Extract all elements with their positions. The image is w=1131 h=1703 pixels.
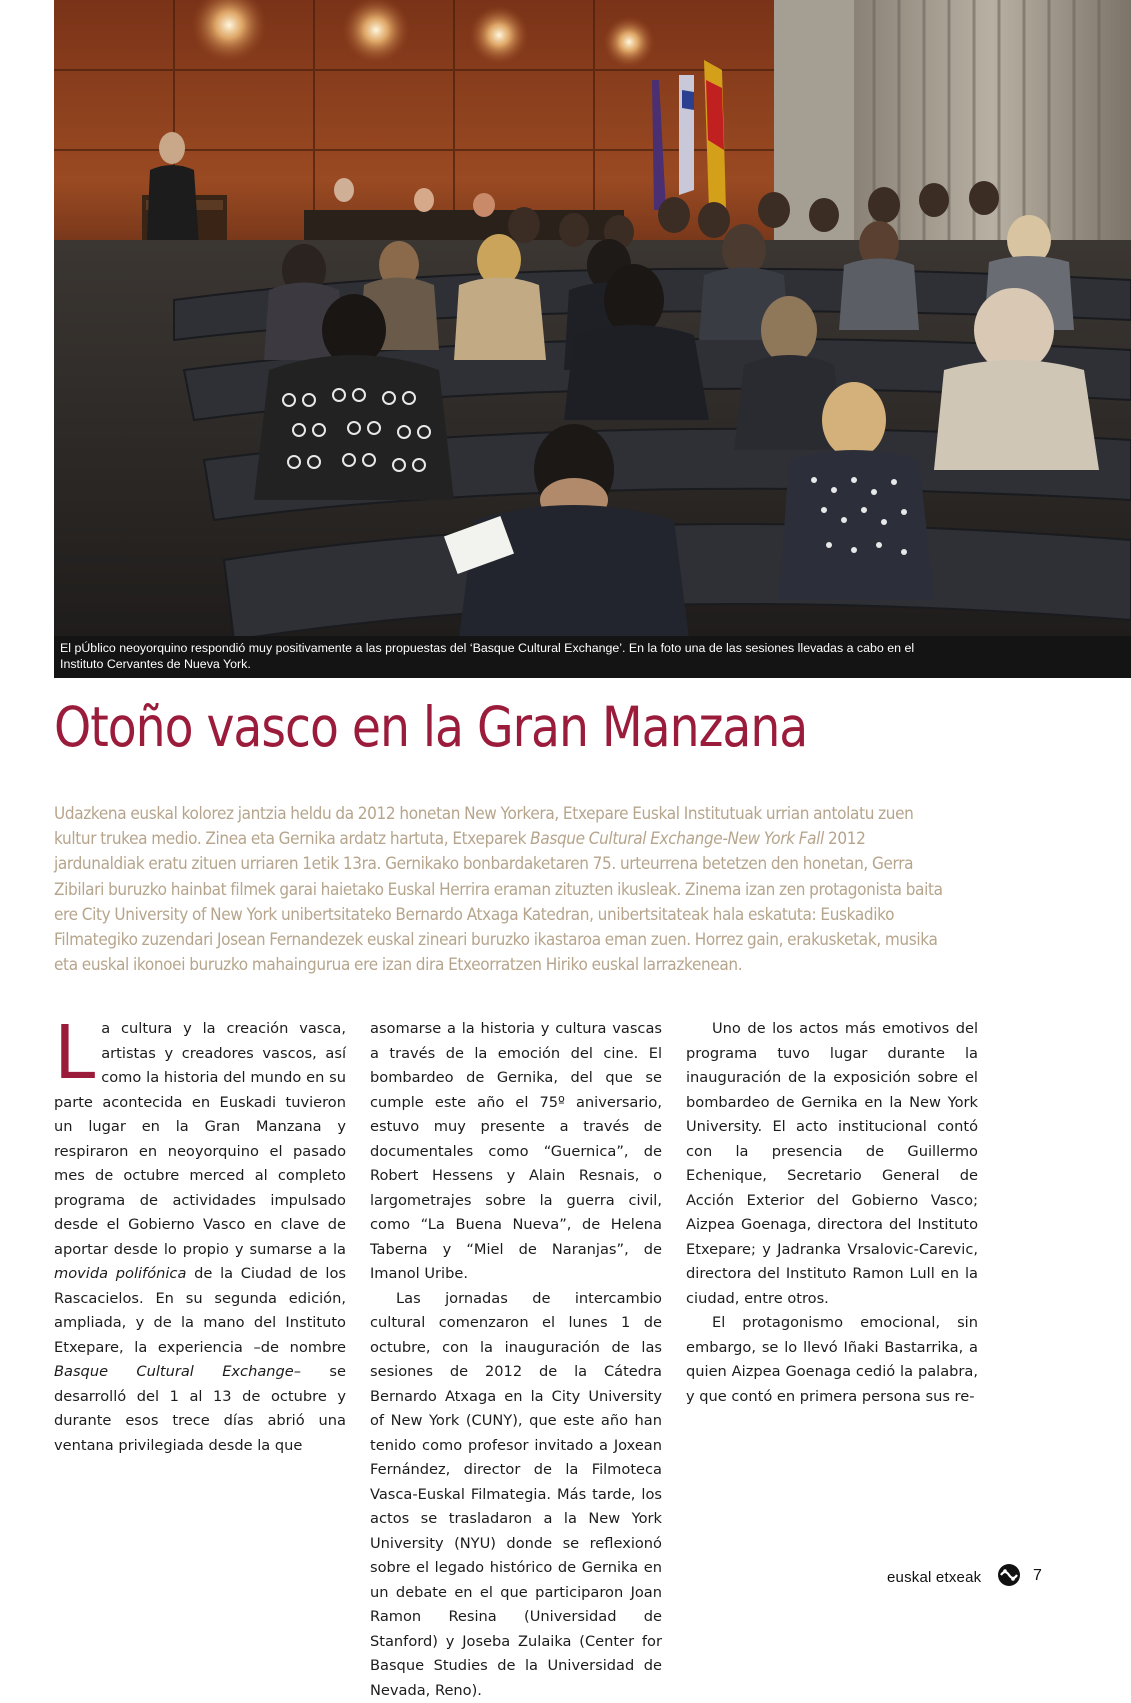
page-number: 7 xyxy=(1033,1567,1042,1585)
body-column-3 xyxy=(686,1017,978,1409)
photo-caption-bar xyxy=(54,636,1131,678)
lead-italic: Basque Cultural Exchange-New York Fall xyxy=(530,829,824,849)
body-column-2 xyxy=(370,1017,662,1703)
body-paragraph: Las jornadas de intercambio cultural comenzaron el lunes 1 de octubre, con la inauguración de las sesiones de 2012 de la Cátedra Bernardo Atxaga en la City University of New York (CUNY), que este año han tenido como profesor invitado a Joxean Fernández, director de la Filmoteca Vasca-Euskal Filmategia. Más tarde, los actos se trasladaron a la New York University (NYU) donde se reflexionó sobre el legado histórico de Gernika en un debate en el que participaron Joan Ramon Resina (Universidad de Stanford) y Joseba Zulaika (Center for Basque Studies de la Universidad de Nevada, Reno). xyxy=(370,1287,662,1703)
lead-text-2: 2012 jardunaldiak eratu zituen urriaren 1etik 13ra. Gernikako bonbardaketaren 75. urteurrena betetzen den honetan, Gerra Zibilari buruzko hainbat filmek garai haietako Euskal Herrira eraman zituzten ikusleak. Zinema izan zen protagonista baita ere City University of New York unibertsitateko Bernardo Atxaga Katedran, unibertsitateak hala eskatuta: Euskadiko Filmategiko zuzendari Josean Fernandezek euskal zineari buruzko ikastaroa eman zuen. Horrez gain, erakusketak, musika eta euskal ikonoei buruzko mahaingurua ere izan dira Etxeorratzen Hiriko euskal larrazkenean. xyxy=(54,829,943,975)
publication-name: euskal etxeak xyxy=(887,1569,981,1586)
body-text: asomarse a la historia y cultura vascas a través de la emoción del cine. El bombardeo de Gernika, del que se cumple este año el 75º aniversario, estuvo muy presente a través de documentales como “Guernica”, de Robert Hessens y Alain Resnais, o largometrajes sobre la guerra civil, como “La Buena Nueva”, de Helena Taberna y “Miel de Naranjas”, de Imanol Uribe. xyxy=(370,1020,662,1282)
photo-caption: El pÚblico neoyorquino respondió muy positivamente a las propuestas del ‘Basque Cultural Exchange’. En la foto una de las sesiones llevadas a cabo en el Instituto Cervantes de Nueva York. xyxy=(54,636,948,672)
body-italic: Basque Cultural Exchange xyxy=(54,1363,294,1380)
body-italic: movida polifónica xyxy=(54,1265,186,1282)
article-lead xyxy=(54,802,944,978)
body-text: a cultura y la creación vasca, artistas y creadores vascos, así como la historia del mundo en su parte acontecida en Euskadi tuvieron un lugar en la Gran Manzana y respiraron en neoyorquino el pasado mes de octubre merced al completo programa de actividades impulsado desde el Gobierno Vasco en clave de aportar desde lo propio y sumarse a la xyxy=(54,1020,346,1258)
auditorium-photo xyxy=(54,0,1131,678)
euskal-etxeak-logo-icon xyxy=(997,1563,1021,1587)
body-paragraph-continued xyxy=(370,1017,662,1287)
body-text: de la Ciudad de los Rascacielos. En su segunda edición, ampliada, y de la mano del Instituto Etxepare, la experiencia –de nombre xyxy=(54,1265,346,1356)
body-text: – se desarrolló del 1 al 13 de octubre y durante esos trece días abrió una ventana privilegiada desde la que xyxy=(54,1363,346,1454)
body-paragraph xyxy=(54,1017,346,1458)
body-paragraph: Uno de los actos más emotivos del programa tuvo lugar durante la inauguración de la exposición sobre el bombardeo de Gernika en la New York University. El acto institucional contó con la presencia de Guillermo Echenique, Secretario General de Acción Exterior del Gobierno Vasco; Aizpea Goenaga, directora del Instituto Etxepare; y Jadranka Vrsalovic-Carevic, directora del Instituto Ramon Lull en la ciudad, entre otros. xyxy=(686,1017,978,1311)
body-column-1 xyxy=(54,1017,346,1458)
drop-cap: L xyxy=(54,1021,95,1085)
lead-text-1: Udazkena euskal kolorez jantzia heldu da 2012 honetan New Yorkera, Etxepare Euskal Institutuak urrian antolatu zuen kultur trukea medio. Zinea eta Gernika ardatz hartuta, Etxeparek xyxy=(54,804,914,849)
body-paragraph: El protagonismo emocional, sin embargo, se lo llevó Iñaki Bastarrika, a quien Aizpea Goenaga cedió la palabra, y que contó en primera persona sus re- xyxy=(686,1311,978,1409)
article-photo xyxy=(54,0,1131,678)
article-title: Otoño vasco en la Gran Manzana xyxy=(54,690,807,764)
